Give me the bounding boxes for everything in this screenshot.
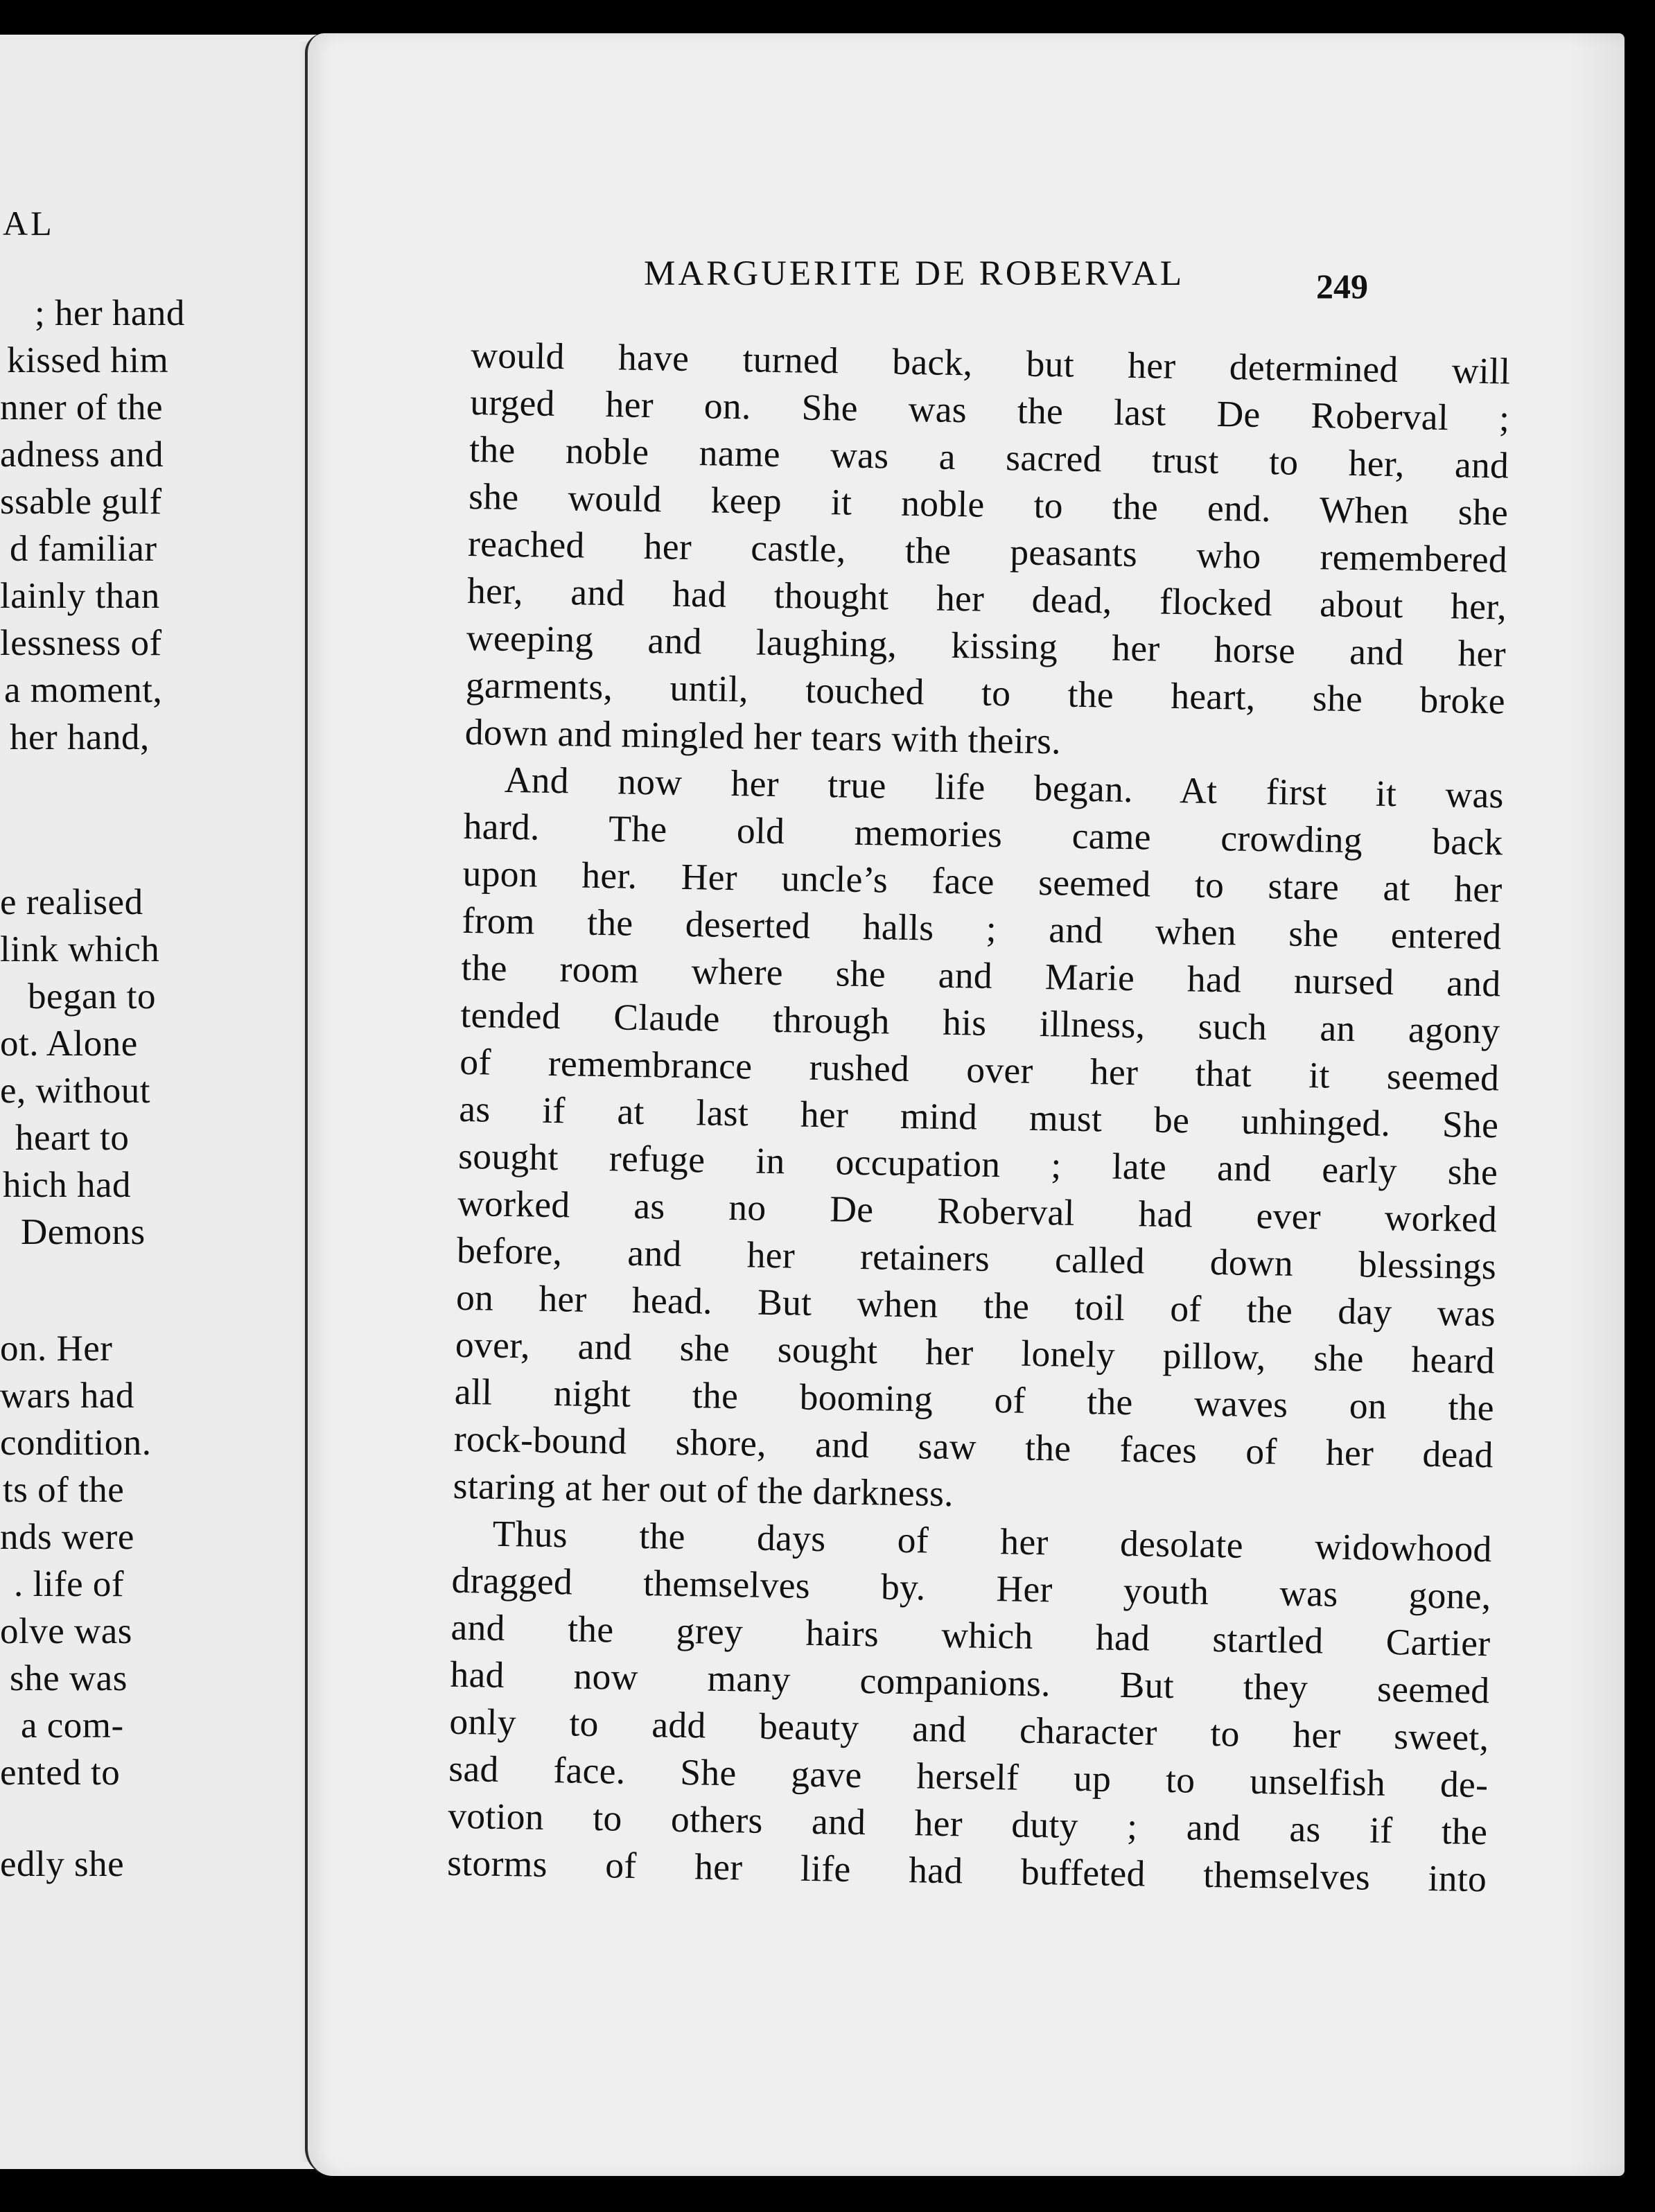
left-line: kissed him [7, 340, 169, 380]
left-page [0, 35, 333, 2169]
text-line: over, and she sought her lonely pillow, she heard [455, 1323, 1496, 1382]
left-line: began to [28, 976, 157, 1017]
text-line: all night the booming of the waves on the [454, 1370, 1495, 1429]
text-line: had now many companions. But they seemed [450, 1653, 1490, 1712]
left-line: e realised [0, 882, 143, 922]
left-line: she was [10, 1658, 128, 1698]
page-number: 249 [1316, 267, 1368, 306]
left-line: heart to [15, 1118, 130, 1158]
left-line: nds were [0, 1517, 134, 1557]
text-line: the room where she and Marie had nursed and [461, 946, 1501, 1005]
right-page [305, 33, 1625, 2176]
left-line: ; her hand [35, 293, 185, 333]
left-line: lessness of [0, 623, 162, 663]
left-line: ssable gulf [0, 482, 162, 522]
text-line: tended Claude through his illness, such an agony [460, 993, 1500, 1052]
left-line: hich had [3, 1165, 132, 1205]
text-line: votion to others and her duty ; and as if the [447, 1794, 1488, 1853]
text-line: as if at last her mind must be unhinged. She [458, 1087, 1499, 1146]
left-line: nner of the [0, 387, 164, 428]
text-line: hard. The old memories came crowding back [463, 805, 1504, 863]
left-line: Demons [21, 1212, 146, 1252]
text-line: only to add beauty and character to her sweet, [449, 1700, 1489, 1759]
text-line: rock-bound shore, and saw the faces of her dead [453, 1417, 1494, 1476]
text-line: dragged themselves by. Her youth was gone, [451, 1559, 1491, 1617]
text-line: of remembrance rushed over her that it seemed [459, 1040, 1500, 1099]
left-line: condition. [0, 1423, 152, 1463]
body-text [447, 331, 1511, 1902]
text-line: sad face. She gave herself up to unselfish de- [448, 1747, 1489, 1806]
left-line: lainly than [0, 576, 160, 616]
text-line: her, and had thought her dead, flocked about her, [466, 569, 1507, 628]
left-line: ot. Alone [0, 1024, 138, 1064]
left-running-head: AL [3, 204, 55, 243]
text-line: the noble name was a sacred trust to her, and [469, 428, 1509, 486]
text-line: down and mingled her tears with theirs. [464, 710, 1062, 762]
left-line: olve was [0, 1611, 132, 1651]
left-line: . life of [14, 1564, 125, 1604]
running-head: MARGUERITE DE ROBERVAL [644, 254, 1184, 293]
page-edge [1569, 33, 1625, 2176]
text-line: And now her true life began. At first it was [504, 758, 1505, 816]
text-line: reached her castle, the peasants who remembered [467, 522, 1508, 581]
left-line: adness and [0, 434, 164, 475]
text-line: storms of her life had buffeted themselves into [446, 1841, 1487, 1900]
left-line: e, without [0, 1071, 150, 1111]
text-line: staring at her out of the darkness. [453, 1464, 954, 1515]
text-line: upon her. Her uncle’s face seemed to stare at her [462, 852, 1503, 911]
left-line: ts of the [3, 1470, 125, 1510]
left-line: edly she [0, 1844, 125, 1884]
text-line: she would keep it noble to the end. When she [468, 475, 1509, 534]
text-line: from the deserted halls ; and when she entered [462, 899, 1502, 958]
left-line: link which [0, 929, 160, 969]
text-line: before, and her retainers called down blessings [456, 1229, 1497, 1288]
left-line: wars had [0, 1376, 134, 1416]
left-line: on. Her [0, 1328, 113, 1369]
left-line: d familiar [10, 529, 157, 569]
text-line: worked as no De Roberval had ever worked [457, 1182, 1498, 1240]
left-line: her hand, [10, 717, 150, 757]
left-line: ented to [0, 1753, 121, 1793]
text-line: sought refuge in occupation ; late and early she [457, 1134, 1498, 1193]
left-line: a com- [21, 1705, 124, 1746]
text-line: weeping and laughing, kissing her horse and her [466, 616, 1507, 675]
text-line: and the grey hairs which had startled Cartier [450, 1606, 1491, 1665]
text-line: on her head. But when the toil of the day was [455, 1276, 1496, 1335]
text-line: urged her on. She was the last De Roberval ; [469, 380, 1510, 439]
left-line: a moment, [4, 670, 163, 710]
text-line: garments, until, touched to the heart, she broke [465, 663, 1506, 722]
text-line: would have turned back, but her determined will [470, 333, 1511, 392]
text-line: Thus the days of her desolate widowhood [492, 1512, 1493, 1570]
